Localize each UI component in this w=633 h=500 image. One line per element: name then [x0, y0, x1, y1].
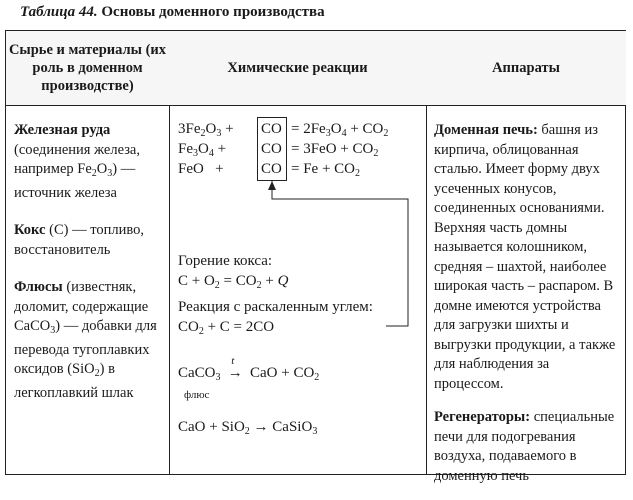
table-caption [20, 4, 620, 21]
material-name: Флюсы [14, 279, 63, 295]
coke-burn-title: Горение кокса: [178, 253, 273, 269]
coke-burn-equation: $C + O_2 = CO_2 + Q$ [178, 273, 289, 291]
blast-furnace-table [5, 30, 626, 484]
reaction-2-products: = $3FeO + CO_2$ [291, 141, 379, 159]
header-apparatus: Аппараты [426, 31, 626, 105]
apparatus-name: Доменная печь: [434, 122, 538, 138]
header-reactions: Химические реакции [169, 31, 426, 105]
material-name: Железная руда [14, 122, 111, 138]
co-feedback-arrow [268, 181, 418, 341]
material-fluxes: Флюсы (известняк, доломит, содержащие CaCO$_3$) — добавки для перевода тугоплавких оксидов (SiO$_2$) в легкоплавкий шлак [14, 279, 157, 401]
material-coke: Кокс (С) — топливо, восстановитель [14, 222, 144, 258]
reactions-column [178, 119, 423, 469]
apparatus-column [434, 121, 619, 500]
material-name: Кокс [14, 222, 46, 238]
reaction-2: $Fe_3O_4$ + [178, 141, 227, 159]
hot-coal-title: Реакция с раскаленным углем: [178, 299, 373, 315]
table-title: Основы доменного производства [101, 4, 325, 20]
co-label: CO [261, 121, 282, 137]
apparatus-regenerators: Регенераторы: специальные печи для подогревания воздуха, подаваемого в доменную печь [434, 409, 615, 484]
reaction-1-products: = $2Fe_3O_4 + CO_2$ [291, 121, 389, 139]
co-label: CO [261, 141, 282, 157]
reaction-3: FeO + [178, 161, 224, 177]
table-number: Таблица 44. [20, 4, 98, 20]
apparatus-blast-furnace: Доменная печь: башня из кирпича, облицованная сталью. Имеет форму двух усеченных конусов, соединенных основаниями. Верхняя часть домны называется колошником, средняя – шахтой, наиболее широкая часть – распаром. В домне имеются устройства для загрузки шихты и выгрузки продукции, а также для наблюдения за процессом. [434, 122, 616, 392]
arrow-head [268, 181, 276, 190]
caco3-decomposition: CaCO$_3$ t → CaO + $CO_2$ [178, 363, 319, 388]
reaction-1: $3Fe_2O_3$ + [178, 121, 234, 139]
apparatus-name: Регенераторы: [434, 409, 531, 425]
slag-formation: CaO + SiO$_2$ → CaSiO$_3$ [178, 419, 318, 437]
reaction-3-products: = $Fe + CO_2$ [291, 161, 361, 179]
materials-column [14, 121, 164, 417]
header-divider [6, 105, 625, 106]
co-label: CO [261, 161, 282, 177]
material-iron-ore: Железная руда (соединения железа, например $Fe_2O_3$) — источник железа [14, 122, 140, 201]
header-materials: Сырье и материалы (их роль в доменном производстве) [6, 31, 169, 105]
heat-label: t [231, 355, 235, 367]
flux-label: флюс [184, 389, 210, 401]
heat-arrow: t → [224, 363, 246, 383]
hot-coal-equation: $CO_2 + C = 2CO$ [178, 319, 275, 337]
